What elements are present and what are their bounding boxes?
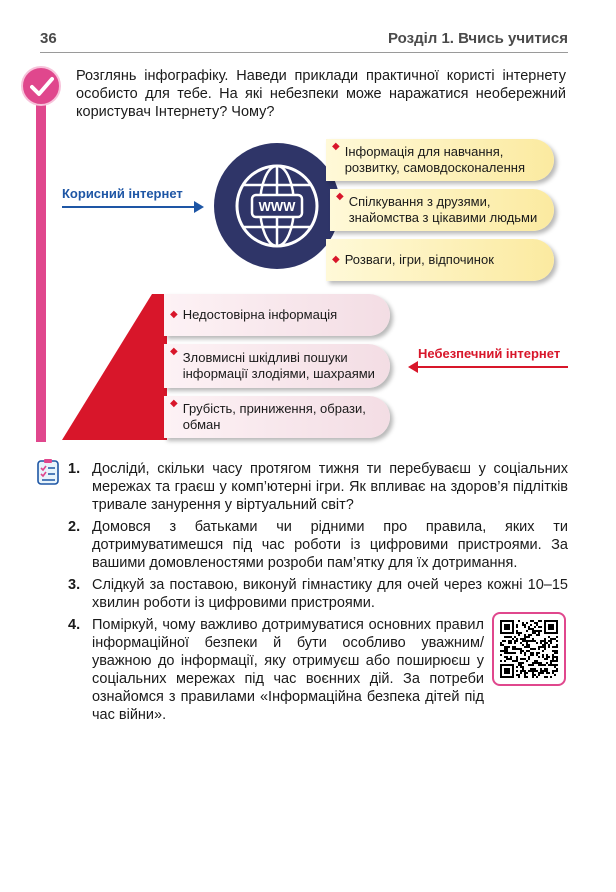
danger-item-text: Зловмисні шкідливі пошуки інформації злодіями, шахраями [182, 350, 375, 381]
task-text: Поміркуй, чому важливо дотримуватися основних правил інформаційної безпеки й бути особливо уважним/уважною до інформації, яку отримуєш або поширюєш у соціальних мережах під час воєнних дій. За потреби ознайомся з правилами «Інформаційна безпека дітей під час війни». [92, 617, 484, 723]
globe-www-text: WWW [258, 199, 296, 214]
task-item [68, 460, 568, 514]
header-divider [40, 52, 568, 53]
bullet-diamond-icon: ◆ [170, 309, 178, 320]
dangerous-internet-label: Небезпечний інтернет [418, 346, 561, 361]
intro-paragraph: Розглянь інфографіку. Наведи приклади практичної користі інтернету особисто для тебе. На які небезпеки може наражатися необережний користувач Інтернету? Чому? [76, 68, 566, 120]
task-item [68, 616, 484, 724]
useful-item-text: Розваги, ігри, відпочинок [344, 252, 494, 267]
task-text: Досліди́, скільки часу протягом тижня ти перебуваєш у соціальних мережах та граєш у комп’ютерні ігри. Як впливає на здоров’я підлітків тривале занурення у віртуальний світ? [92, 461, 568, 513]
task-text: Слідкуй за поставою, виконуй гімнастику для очей через кожні 10–15 хвилин роботи із цифровими пристроями. [92, 577, 568, 611]
page-header [0, 0, 616, 56]
page-number: 36 [40, 30, 57, 47]
task-number: 2. [68, 519, 81, 535]
danger-item [164, 396, 390, 438]
danger-item [164, 344, 390, 388]
useful-arrow-icon [62, 200, 204, 214]
bullet-diamond-icon: ◆ [332, 141, 340, 152]
bullet-diamond-icon: ◆ [336, 191, 344, 202]
task-item [68, 518, 568, 572]
bullet-diamond-icon: ◆ [170, 346, 178, 357]
useful-item-text: Спілкування з друзями, знайомства з цікавими людьми [348, 194, 538, 225]
checkmark-icon [21, 66, 61, 106]
bullet-diamond-icon: ◆ [170, 398, 178, 409]
danger-item-text: Грубість, приниження, образи, обман [182, 401, 366, 432]
danger-item-text: Недостовірна інформація [182, 307, 338, 322]
useful-item [330, 189, 554, 231]
task-number: 4. [68, 617, 81, 633]
danger-item [164, 294, 390, 336]
useful-item-text: Інформація для навчання, розвитку, самовдосконалення [344, 144, 526, 175]
task-number: 3. [68, 577, 81, 593]
side-accent-bar [36, 90, 46, 442]
useful-item [326, 239, 554, 281]
task-item [68, 576, 568, 612]
task-list-icon [36, 458, 62, 491]
bullet-diamond-icon: ◆ [332, 254, 340, 265]
useful-internet-label: Корисний інтернет [62, 186, 183, 201]
section-title: Розділ 1. Вчись учитися [388, 30, 568, 47]
task-text: Домовся з батьками чи рідними про правила, яких ти дотримуватимешся під час роботи із цифровими пристроями. За вашими домовленостями розроби пам’ятку для їх дотримання. [92, 519, 568, 571]
task-list [68, 460, 568, 728]
globe-www-icon [214, 143, 340, 269]
danger-arrow-icon [408, 360, 568, 374]
task-number: 1. [68, 461, 81, 477]
useful-item [326, 139, 554, 181]
danger-triangle-icon [62, 294, 170, 445]
qr-code-icon[interactable] [492, 612, 566, 686]
